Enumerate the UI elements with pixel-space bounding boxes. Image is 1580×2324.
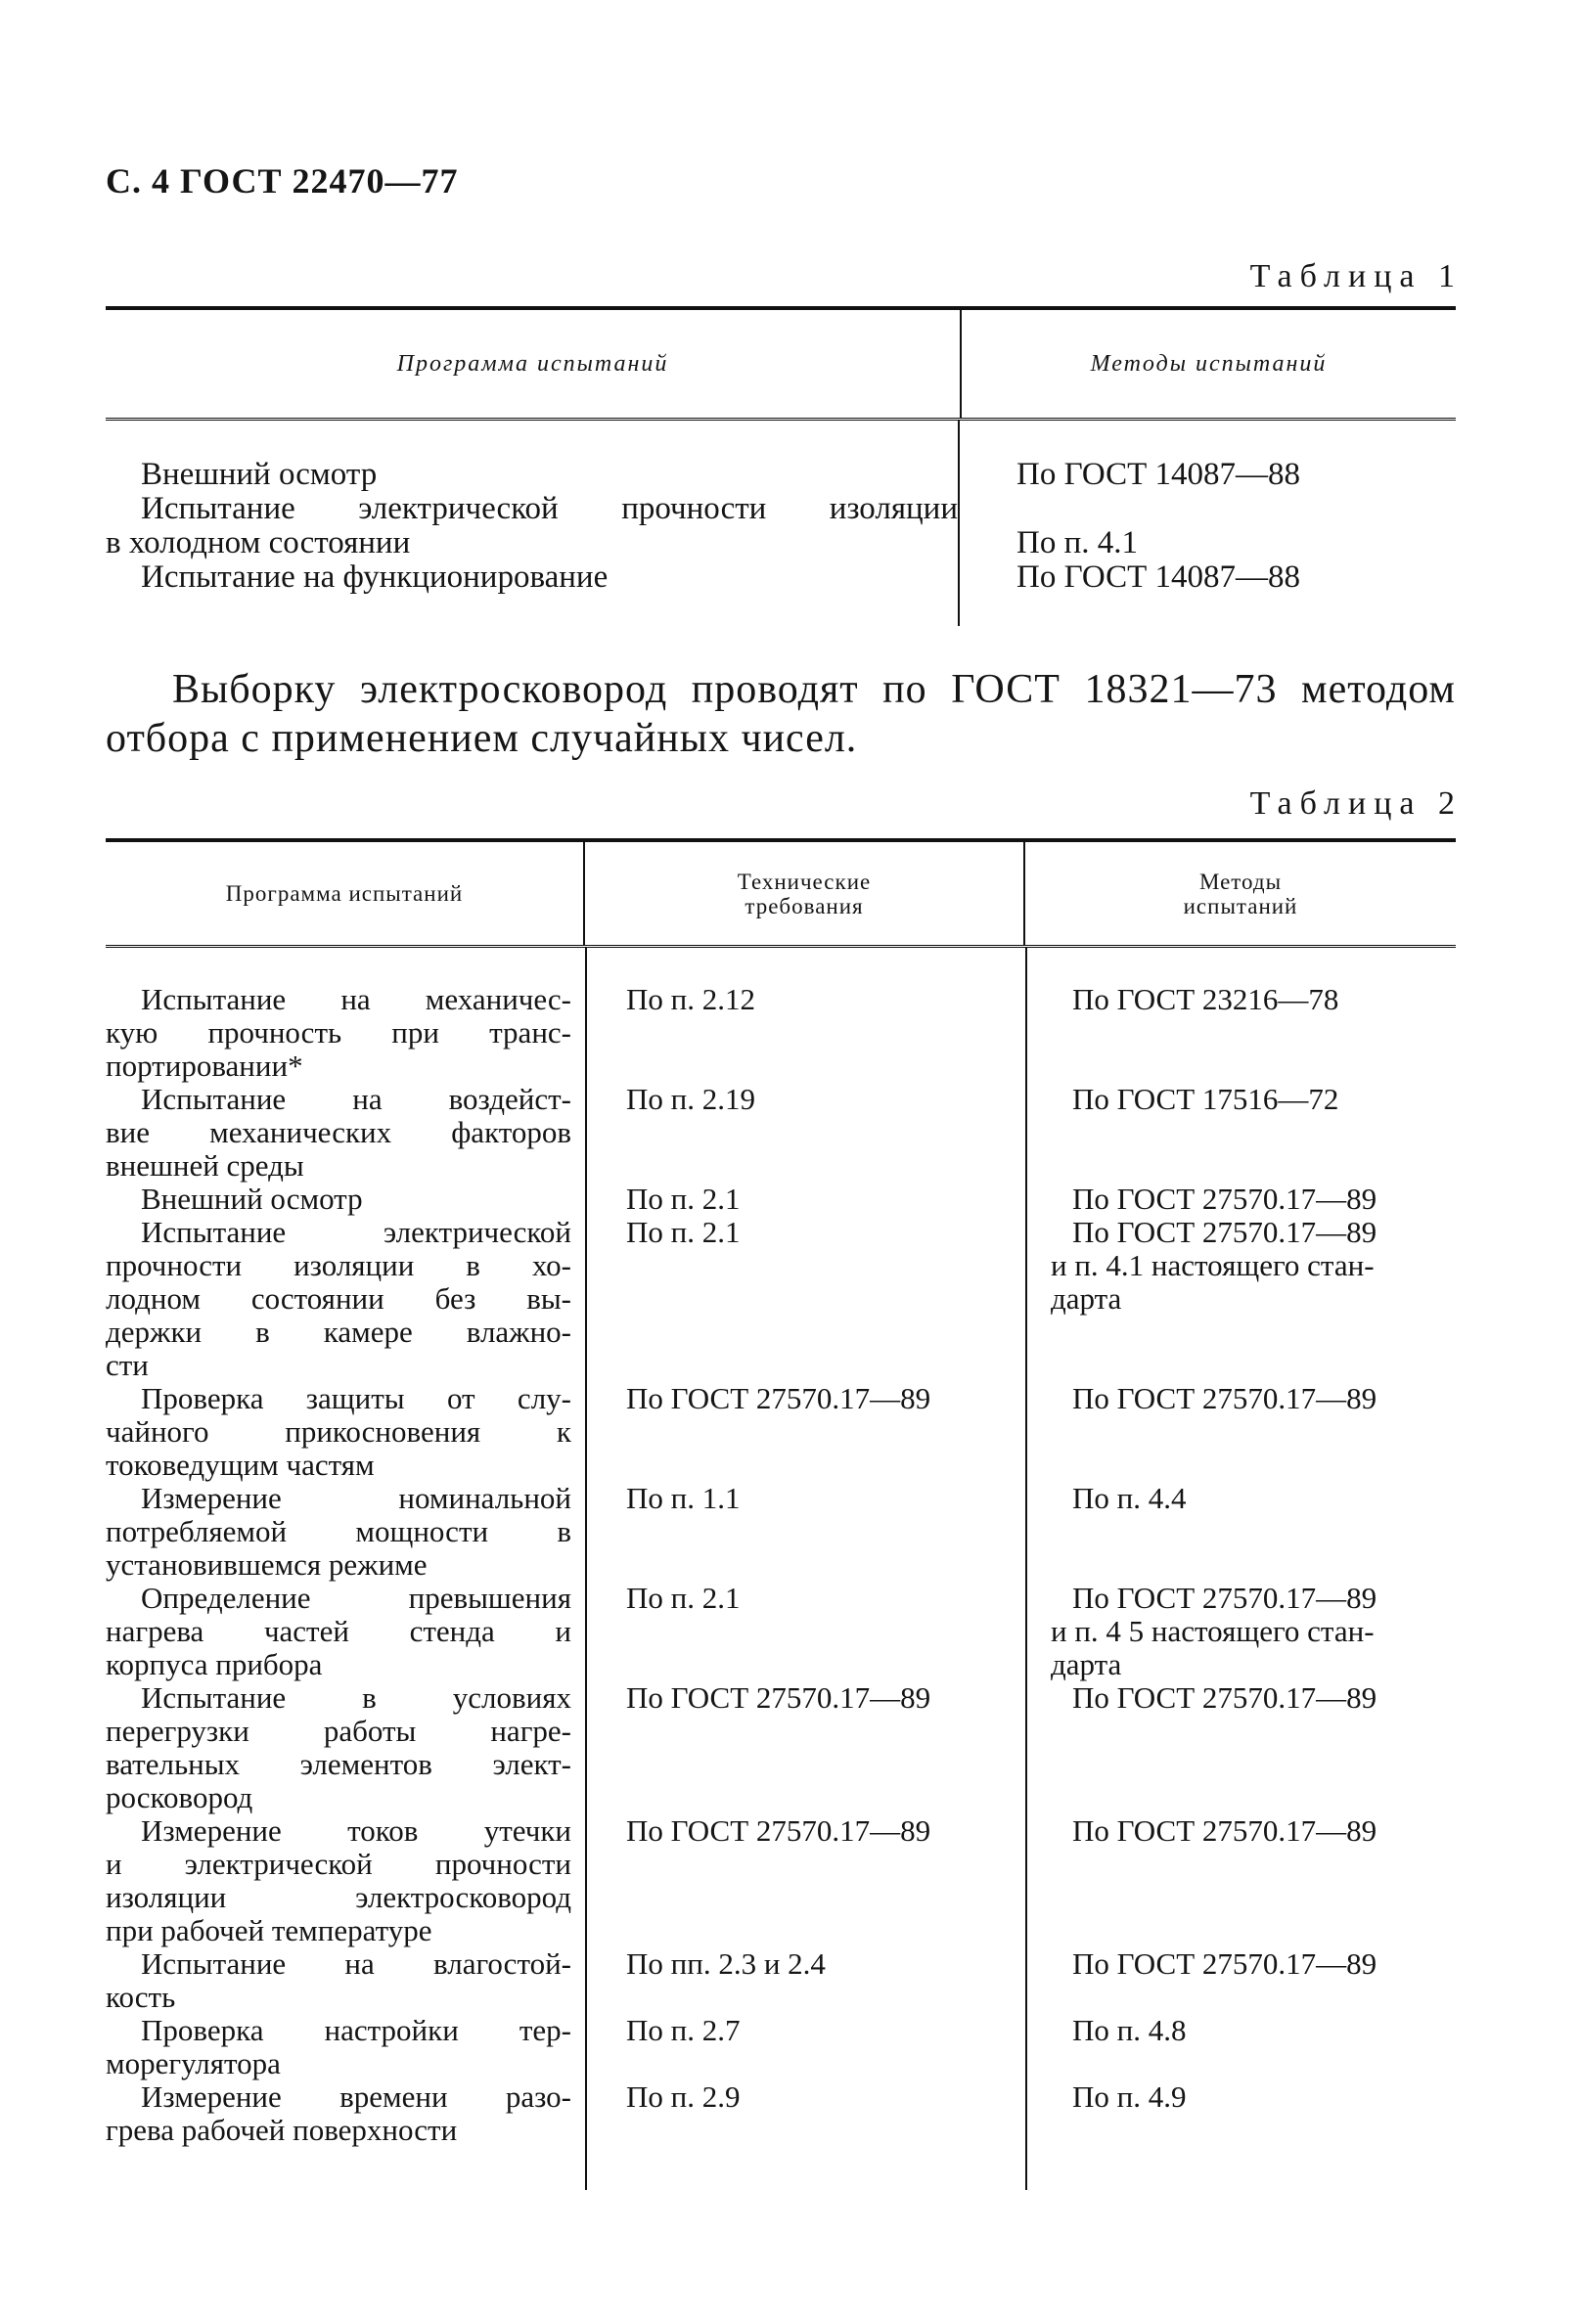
- program-line: лодном состоянии без вы-: [106, 1281, 571, 1316]
- program-cell: [106, 2014, 585, 2080]
- program-line: Испытание на воздейст-: [141, 1082, 571, 1116]
- requirement-cell: По п. 2.7: [626, 2013, 741, 2047]
- table2: [106, 838, 1456, 2190]
- body-paragraph: Выборку электросковород проводят по ГОСТ 18321—73 методом отбора с применением случайных чисел.: [106, 667, 1456, 761]
- program-line: Определение превышения: [141, 1581, 571, 1615]
- method-line: По ГОСТ 17516—72: [1072, 1082, 1339, 1116]
- table-row: [106, 2080, 1456, 2147]
- table1: [106, 306, 1456, 626]
- program-cell: [106, 1947, 585, 2014]
- method-cell: [1025, 1482, 1456, 1582]
- table1-method-cell: [960, 421, 1456, 626]
- program-line: перегрузки работы нагре-: [106, 1714, 571, 1748]
- program-line: росковород: [106, 1780, 253, 1814]
- table1-caption: Таблица 1: [1249, 258, 1463, 294]
- program-line: морегулятора: [106, 2046, 281, 2080]
- table2-col-program: Программа испытаний: [106, 842, 585, 945]
- table2-col-methods-label: Методы испытаний: [1183, 869, 1298, 918]
- table-row: [106, 1083, 1456, 1183]
- table-row: [106, 983, 1456, 1083]
- table-row: [106, 1947, 1456, 2014]
- requirement-cell: По п. 2.1: [626, 1215, 741, 1249]
- program-line: Проверка защиты от слу-: [141, 1381, 571, 1415]
- program-line: Измерение токов утечки: [141, 1813, 571, 1848]
- program-line: Испытание на механичес-: [141, 982, 571, 1016]
- method-line: По ГОСТ 27570.17—89: [1072, 1581, 1377, 1615]
- method-line: По ГОСТ 23216—78: [1072, 982, 1339, 1016]
- program-line: Испытание электрической: [141, 1215, 571, 1249]
- table-row: [106, 1482, 1456, 1582]
- program-cell: [106, 1216, 585, 1382]
- method-line: По ГОСТ 27570.17—89: [1072, 1680, 1377, 1715]
- program-line: потребляемой мощности в: [106, 1514, 571, 1548]
- requirement-cell: По п. 2.9: [626, 2079, 741, 2114]
- program-line: грева рабочей поверхности: [106, 2113, 458, 2147]
- method-line: По ГОСТ 27570.17—89: [1072, 1215, 1377, 1249]
- table2-col-methods: [1025, 842, 1456, 945]
- method-line: По ГОСТ 27570.17—89: [1072, 1946, 1377, 1981]
- table2-body: [106, 948, 1456, 2190]
- requirement-cell: По п. 2.1: [626, 1581, 741, 1615]
- table2-caption: Таблица 2: [1249, 785, 1463, 822]
- table1-body: [106, 421, 1456, 626]
- method-cell: [1025, 1216, 1456, 1382]
- program-line: сти: [106, 1348, 149, 1382]
- table-cell: Испытание электрической прочности изоляции: [141, 491, 958, 526]
- program-line: внешней среды: [106, 1148, 304, 1183]
- table2-col-requirements-label: Технические требования: [737, 869, 872, 918]
- method-cell: [1025, 2014, 1456, 2080]
- method-cell: [1025, 1382, 1456, 1482]
- table1-col-methods: Методы испытаний: [1090, 350, 1328, 377]
- program-cell: [106, 1083, 585, 1183]
- method-cell: [1025, 1947, 1456, 2014]
- program-cell: [106, 1482, 585, 1582]
- program-cell: [106, 1582, 585, 1681]
- table2-header: [106, 842, 1456, 948]
- program-line: при рабочей температуре: [106, 1913, 432, 1947]
- requirement-cell: По ГОСТ 27570.17—89: [626, 1813, 931, 1848]
- table-cell: По ГОСТ 14087—88: [1016, 559, 1300, 595]
- method-line: По п. 4.9: [1072, 2079, 1187, 2114]
- method-cell: [1025, 1681, 1456, 1814]
- table-cell: Испытание на функционирование: [141, 559, 609, 595]
- table-row: [106, 1216, 1456, 1382]
- table-row: [106, 1382, 1456, 1482]
- program-line: Испытание в условиях: [141, 1680, 571, 1715]
- program-cell: [106, 1382, 585, 1482]
- method-cell: [1025, 1814, 1456, 1947]
- table-row: [106, 1582, 1456, 1681]
- requirement-cell: По п. 2.1: [626, 1182, 741, 1216]
- program-cell: [106, 1681, 585, 1814]
- method-line: По п. 4.8: [1072, 2013, 1187, 2047]
- table-row: [106, 1681, 1456, 1814]
- program-line: изоляции электросковород: [106, 1880, 571, 1914]
- requirement-cell: По ГОСТ 27570.17—89: [626, 1680, 931, 1715]
- program-line: Проверка настройки тер-: [141, 2013, 571, 2047]
- program-line: корпуса прибора: [106, 1647, 323, 1681]
- program-line: вательных элементов элект-: [106, 1747, 571, 1781]
- table-cell: По ГОСТ 14087—88: [1016, 457, 1300, 492]
- requirement-cell: По п. 1.1: [626, 1481, 741, 1515]
- program-line: и электрической прочности: [106, 1847, 571, 1881]
- program-cell: [106, 2080, 585, 2147]
- table-row: [106, 1183, 1456, 1216]
- requirement-cell: По ГОСТ 27570.17—89: [626, 1381, 931, 1415]
- program-line: кую прочность при транс-: [106, 1015, 571, 1050]
- method-cell: [1025, 2080, 1456, 2147]
- table1-header: [106, 310, 1456, 421]
- table-cell: По п. 4.1: [1016, 525, 1138, 560]
- program-line: прочности изоляции в хо-: [106, 1248, 571, 1282]
- program-line: чайного прикосновения к: [106, 1414, 571, 1449]
- page-header: С. 4 ГОСТ 22470—77: [106, 161, 459, 201]
- table2-rows: [106, 983, 1456, 2147]
- method-line: По ГОСТ 27570.17—89: [1072, 1182, 1377, 1216]
- program-line: Испытание на влагостой-: [141, 1946, 571, 1981]
- method-cell: [1025, 1582, 1456, 1681]
- table-row: [106, 1814, 1456, 1947]
- program-line: установившемся режиме: [106, 1547, 428, 1582]
- table-row: [106, 2014, 1456, 2080]
- table1-program-cell: [106, 421, 960, 626]
- program-cell: [106, 1183, 585, 1216]
- program-line: Измерение времени разо-: [141, 2079, 571, 2114]
- program-line: нагрева частей стенда и: [106, 1614, 571, 1648]
- table2-col-requirements: [585, 842, 1025, 945]
- table1-col-program: Программа испытаний: [106, 310, 962, 418]
- requirement-cell: По пп. 2.3 и 2.4: [626, 1946, 826, 1981]
- method-cell: [1025, 1183, 1456, 1216]
- table-cell: в холодном состоянии: [106, 525, 411, 560]
- method-cell: [1025, 1083, 1456, 1183]
- method-line: По ГОСТ 27570.17—89: [1072, 1813, 1377, 1848]
- program-line: держки в камере влажно-: [106, 1315, 571, 1349]
- method-line: По п. 4.4: [1072, 1481, 1187, 1515]
- program-line: портировании*: [106, 1049, 303, 1083]
- program-line: кость: [106, 1980, 176, 2014]
- requirement-cell: По п. 2.12: [626, 982, 755, 1016]
- program-line: вие механических факторов: [106, 1115, 571, 1149]
- program-cell: [106, 1814, 585, 1947]
- program-cell: [106, 983, 585, 1083]
- table-cell: Внешний осмотр: [141, 457, 378, 492]
- requirement-cell: По п. 2.19: [626, 1082, 755, 1116]
- method-line: и п. 4.1 настоящего стан-: [1051, 1248, 1375, 1282]
- method-cell: [1025, 983, 1456, 1083]
- program-line: Внешний осмотр: [141, 1182, 363, 1216]
- method-line: По ГОСТ 27570.17—89: [1072, 1381, 1377, 1415]
- program-line: Измерение номинальной: [141, 1481, 571, 1515]
- program-line: токоведущим частям: [106, 1448, 375, 1482]
- method-line: дарта: [1051, 1281, 1122, 1316]
- method-line: и п. 4 5 настоящего стан-: [1051, 1614, 1375, 1648]
- method-line: дарта: [1051, 1647, 1122, 1681]
